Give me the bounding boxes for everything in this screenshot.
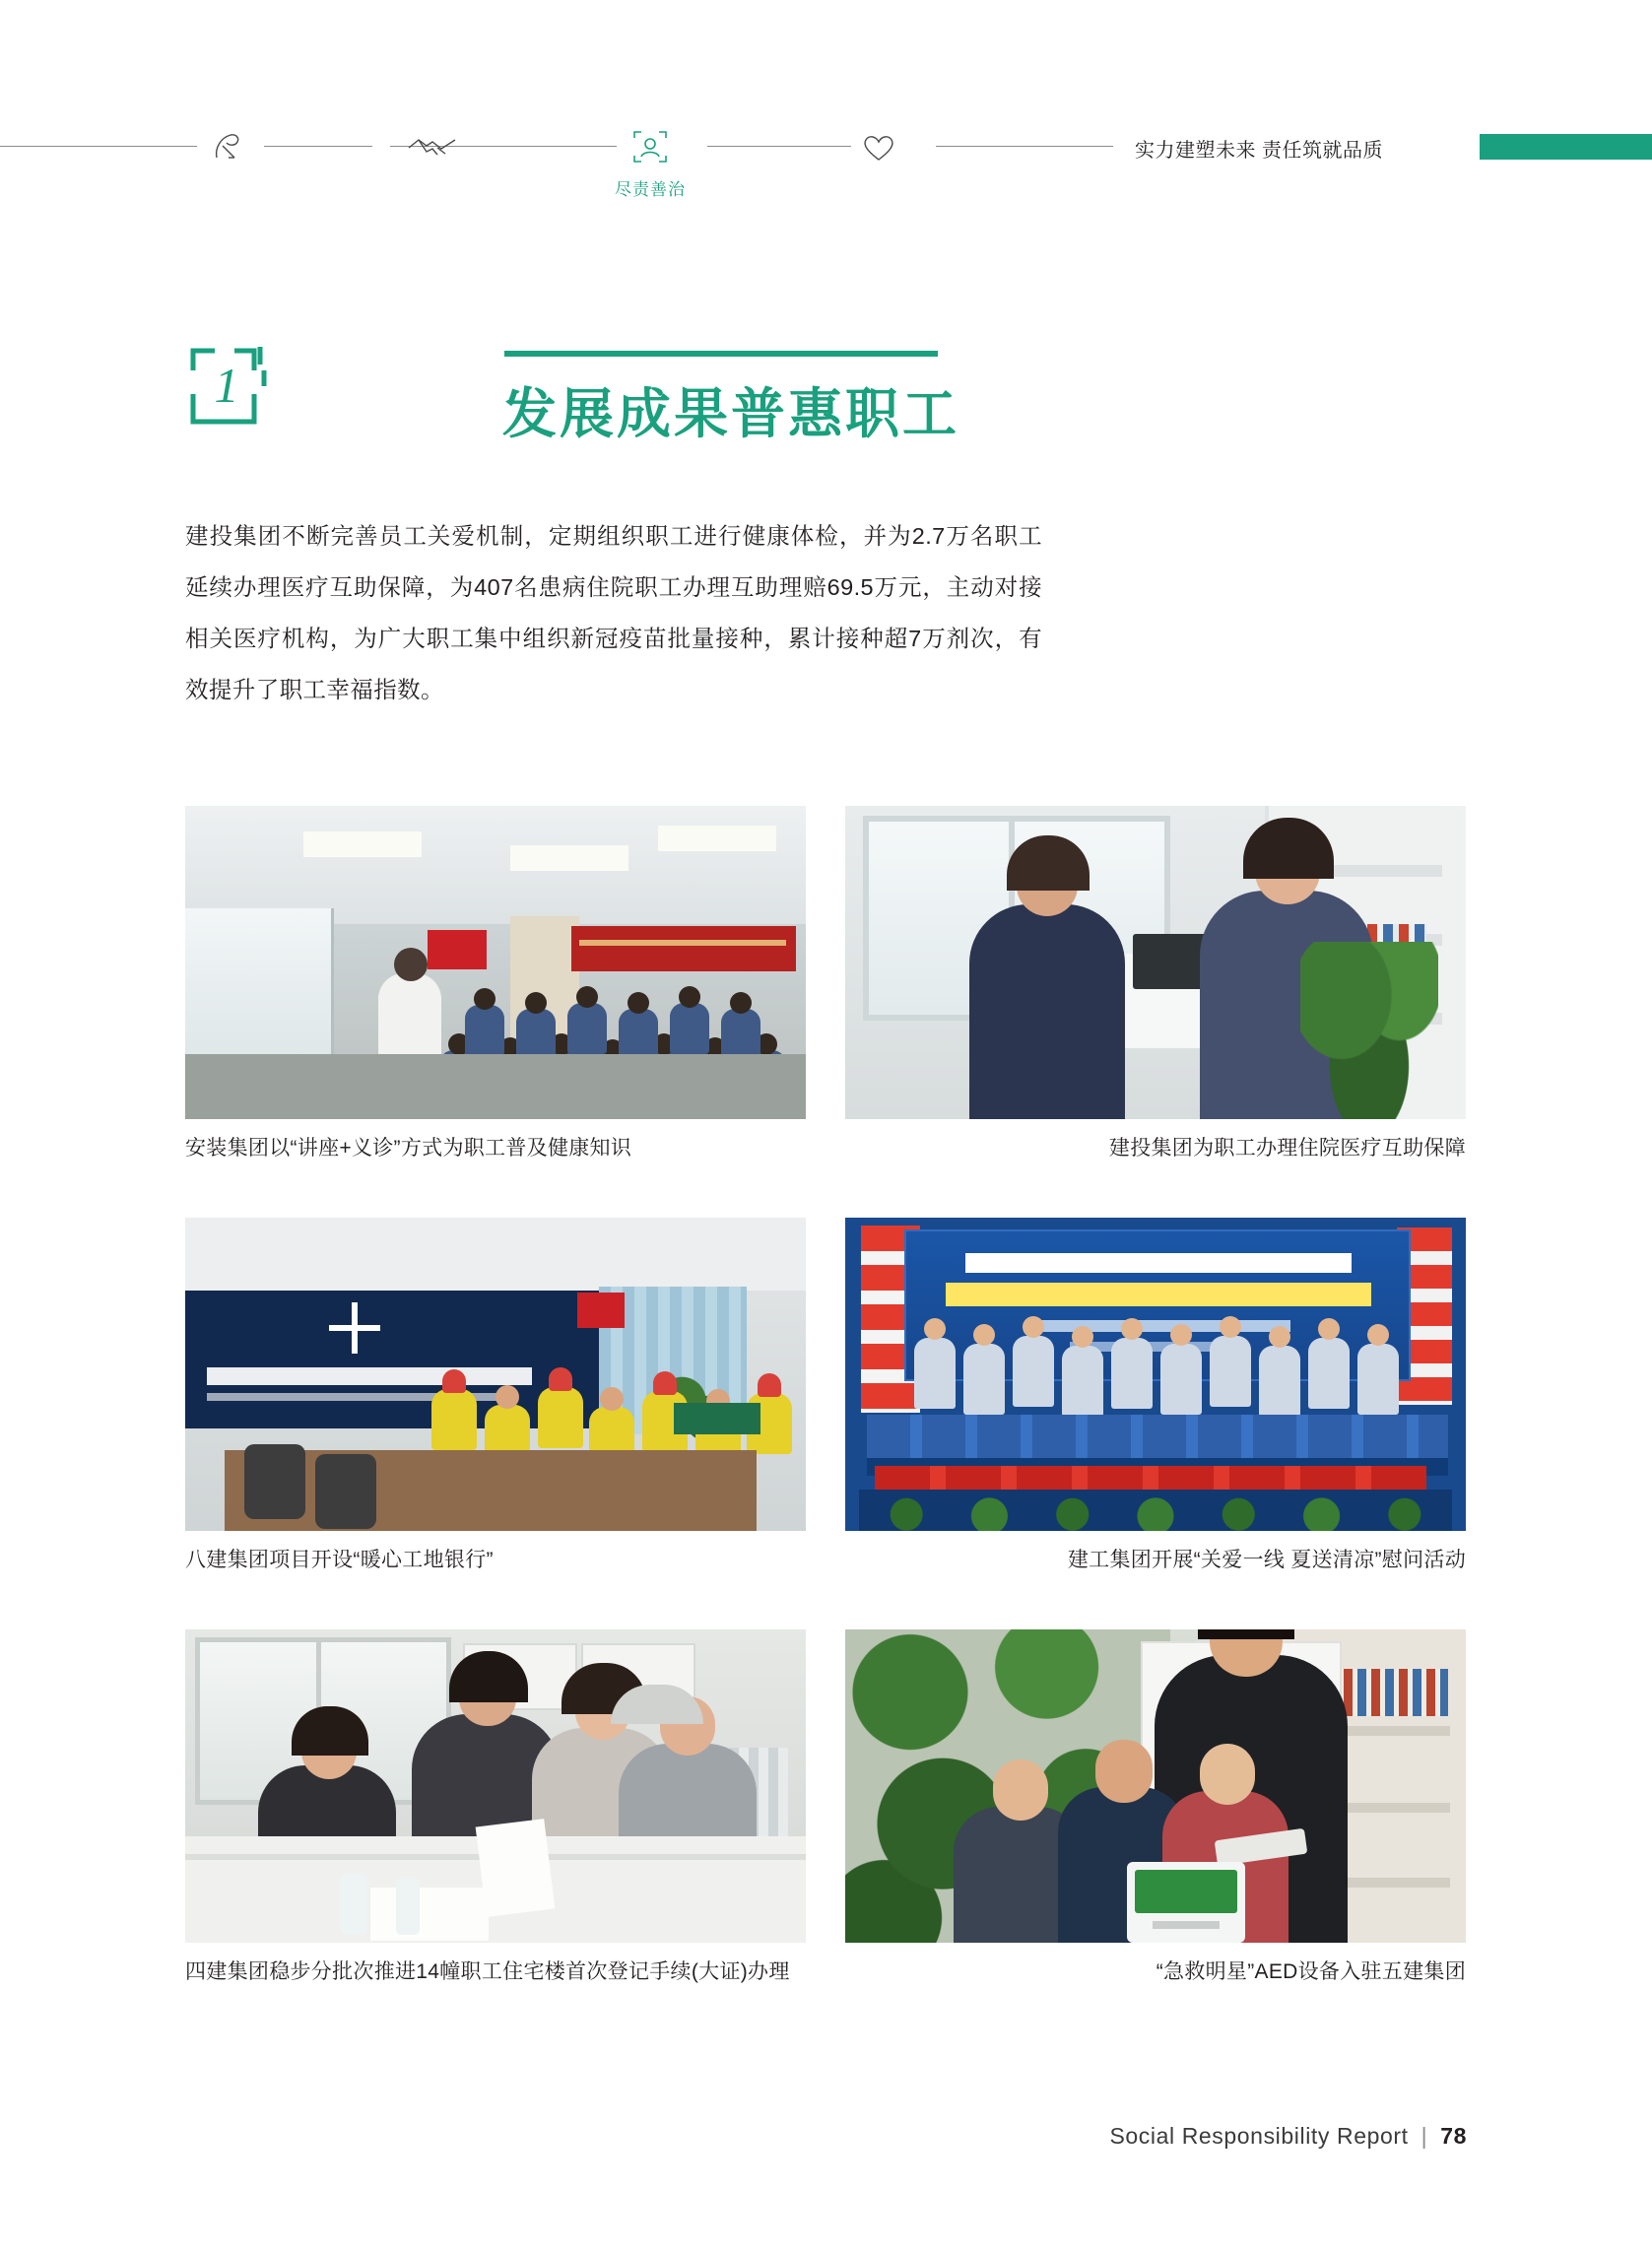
- photo-health-lecture-image: [185, 806, 806, 1119]
- photo-health-lecture: [185, 806, 806, 1162]
- photo-summer-cooling-visit-caption: 建工集团开展“关爱一线 夏送清凉”慰问活动: [1067, 1549, 1466, 1571]
- section-title-rule: [504, 351, 938, 357]
- photo-housing-registration: [185, 1629, 806, 1986]
- page-title: 发展成果普惠职工: [502, 383, 960, 444]
- header-active-label: 尽责善治: [615, 180, 686, 199]
- header-slogan: 实力建塑未来 责任筑就品质: [1135, 140, 1384, 162]
- photo-health-lecture-caption: 安装集团以“讲座+义诊”方式为职工普及健康知识: [185, 1137, 632, 1160]
- photo-banner-text: [571, 926, 796, 971]
- photo-housing-registration-image: [185, 1629, 806, 1943]
- photo-aed-device: [1127, 1862, 1245, 1943]
- header-rule-4: [707, 146, 851, 147]
- handshake-icon: [406, 126, 449, 167]
- photo-housing-registration-caption: 四建集团稳步分批次推进14幢职工住宅楼首次登记手续(大证)办理: [185, 1960, 790, 1983]
- photo-summer-cooling-visit: [845, 1218, 1466, 1574]
- photo-warm-site-bank-image: [185, 1218, 806, 1531]
- photo-aed-equipment-caption: “急救明星”AED设备入驻五建集团: [1156, 1960, 1466, 1983]
- footer-separator: |: [1421, 2123, 1428, 2149]
- header-rule-1: [0, 146, 197, 147]
- photo-meeting-room-sign: [674, 1403, 760, 1434]
- photo-warm-site-bank-caption: 八建集团项目开设“暖心工地银行”: [185, 1549, 494, 1571]
- page-footer: [1109, 2123, 1467, 2150]
- section-paragraph: 建投集团不断完善员工关爱机制，定期组织职工进行健康体检，并为2.7万名职工延续办理医疗互助保障，为407名患病住院职工办理互助理赔69.5万元，主动对接相关医疗机构，为广大职工集中组织新冠疫苗批量接种，累计接种超7万剂次，有效提升了职工幸福指数。: [185, 523, 1042, 702]
- photo-medical-mutual-aid: [845, 806, 1466, 1162]
- section-number-badge: [187, 341, 278, 431]
- photo-medical-mutual-aid-image: [845, 806, 1466, 1119]
- header-rule-5: [936, 146, 1113, 147]
- header-accent-block: [1480, 134, 1652, 160]
- party-emblem-icon: [205, 126, 248, 167]
- photo-grid: [185, 806, 1466, 2041]
- photo-row-3: [185, 1629, 1466, 2041]
- photo-screen-line1: [965, 1253, 1352, 1273]
- photo-aed-equipment: [845, 1629, 1466, 1986]
- photo-summer-cooling-visit-image: [845, 1218, 1466, 1531]
- photo-screen-line2: [946, 1283, 1371, 1306]
- governance-frame-icon: [628, 126, 672, 167]
- photo-row-1: [185, 806, 1466, 1218]
- photo-medical-mutual-aid-caption: 建投集团为职工办理住院医疗互助保障: [1108, 1137, 1466, 1160]
- footer-page-number: 78: [1440, 2123, 1467, 2149]
- photo-warm-site-bank: [185, 1218, 806, 1574]
- section-number-text: 1: [214, 358, 239, 413]
- header-rule-2: [264, 146, 372, 147]
- photo-aed-equipment-image: [845, 1629, 1466, 1943]
- footer-label: Social Responsibility Report: [1109, 2123, 1409, 2149]
- photo-row-2: [185, 1218, 1466, 1629]
- heart-icon: [857, 126, 900, 167]
- section-header: [187, 333, 1074, 461]
- running-header: [0, 116, 1652, 199]
